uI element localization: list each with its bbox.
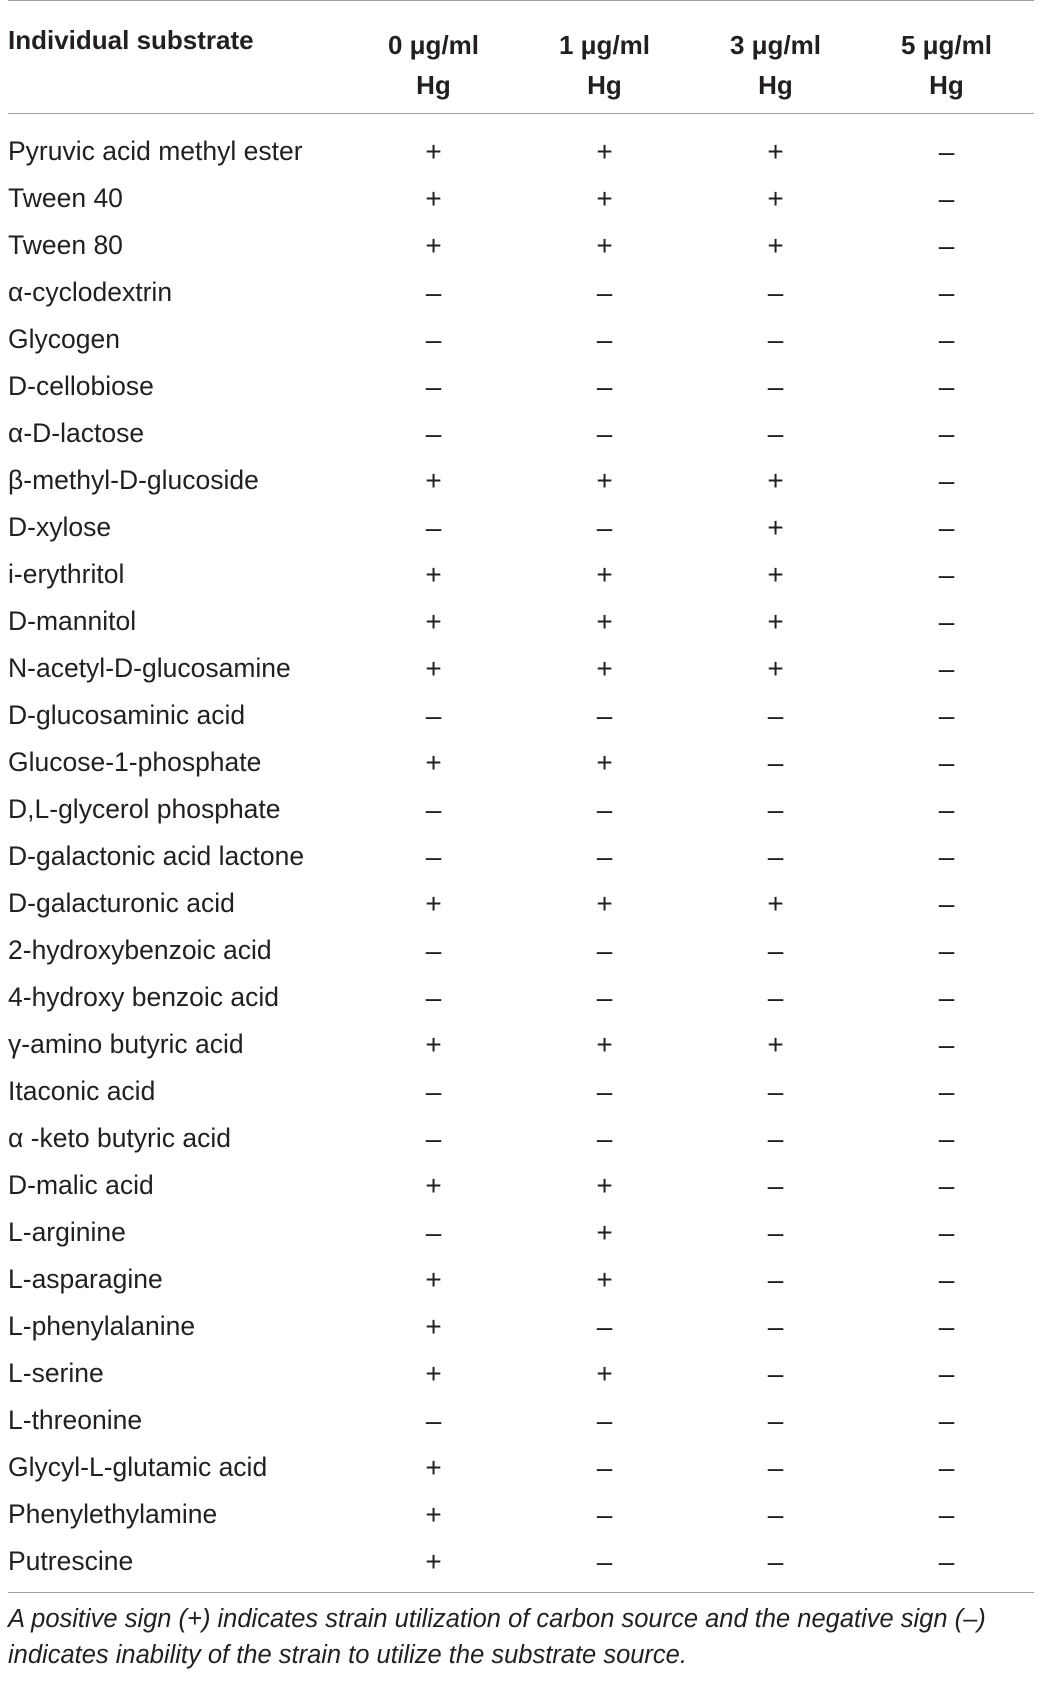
utilization-sign: – xyxy=(938,135,955,167)
utilization-sign: – xyxy=(938,793,955,825)
utilization-sign: – xyxy=(596,1451,613,1483)
utilization-sign: + xyxy=(425,887,442,919)
substrate-name: D-glucosaminic acid xyxy=(8,700,246,730)
substrate-name: i-erythritol xyxy=(8,559,125,589)
substrate-name: D-cellobiose xyxy=(8,371,154,401)
utilization-sign: – xyxy=(938,1404,955,1436)
utilization-sign: – xyxy=(938,276,955,308)
utilization-sign: – xyxy=(596,1310,613,1342)
substrate-name: D-malic acid xyxy=(8,1170,154,1200)
utilization-sign: + xyxy=(767,511,784,543)
utilization-sign: + xyxy=(425,1357,442,1389)
substrate-name: Phenylethylamine xyxy=(8,1499,218,1529)
substrate-name: α -keto butyric acid xyxy=(8,1123,231,1153)
utilization-sign: + xyxy=(425,464,442,496)
utilization-sign: – xyxy=(938,1075,955,1107)
substrate-name: Pyruvic acid methyl ester xyxy=(8,136,303,166)
substrate-name: L-asparagine xyxy=(8,1264,163,1294)
substrate-name: D,L-glycerol phosphate xyxy=(8,794,281,824)
utilization-sign: + xyxy=(596,558,613,590)
utilization-sign: – xyxy=(767,746,784,778)
utilization-sign: – xyxy=(938,887,955,919)
utilization-sign: – xyxy=(938,558,955,590)
utilization-sign: – xyxy=(938,699,955,731)
utilization-sign: – xyxy=(425,934,442,966)
utilization-sign: + xyxy=(767,652,784,684)
substrate-name: D-xylose xyxy=(8,512,112,542)
utilization-sign: + xyxy=(425,1451,442,1483)
table-row xyxy=(8,175,1034,222)
substrate-name: D-galactonic acid lactone xyxy=(8,841,305,871)
utilization-sign: + xyxy=(596,605,613,637)
table-row xyxy=(8,128,1034,175)
utilization-sign: – xyxy=(596,511,613,543)
utilization-sign: – xyxy=(596,934,613,966)
utilization-sign: – xyxy=(425,981,442,1013)
utilization-sign: – xyxy=(596,793,613,825)
table-header xyxy=(8,0,1034,114)
utilization-sign: – xyxy=(938,417,955,449)
table-row xyxy=(8,692,1034,739)
substrate-name: L-arginine xyxy=(8,1217,126,1247)
utilization-sign: + xyxy=(596,229,613,261)
utilization-sign: – xyxy=(596,1122,613,1154)
utilization-sign: – xyxy=(425,370,442,402)
utilization-sign: – xyxy=(596,417,613,449)
utilization-sign: – xyxy=(596,840,613,872)
utilization-sign: – xyxy=(767,1075,784,1107)
substrate-name: Putrescine xyxy=(8,1546,134,1576)
utilization-sign: + xyxy=(596,182,613,214)
utilization-sign: + xyxy=(425,652,442,684)
utilization-sign: – xyxy=(596,276,613,308)
table-row xyxy=(8,1256,1034,1303)
utilization-sign: – xyxy=(767,1357,784,1389)
substrate-name: Glycogen xyxy=(8,324,120,354)
table-row xyxy=(8,1068,1034,1115)
substrate-table xyxy=(8,0,1034,1669)
utilization-sign: – xyxy=(938,605,955,637)
utilization-sign: – xyxy=(938,1169,955,1201)
utilization-sign: + xyxy=(596,1028,613,1060)
utilization-sign: + xyxy=(425,1028,442,1060)
substrate-name: Tween 40 xyxy=(8,183,123,213)
utilization-sign: – xyxy=(938,840,955,872)
utilization-sign: – xyxy=(596,323,613,355)
utilization-sign: + xyxy=(596,1169,613,1201)
table-row xyxy=(8,504,1034,551)
substrate-name: N-acetyl-D-glucosamine xyxy=(8,653,291,683)
utilization-sign: + xyxy=(596,135,613,167)
utilization-sign: + xyxy=(425,1169,442,1201)
utilization-sign: – xyxy=(938,229,955,261)
utilization-sign: + xyxy=(596,1263,613,1295)
utilization-sign: + xyxy=(767,605,784,637)
substrate-name: D-mannitol xyxy=(8,606,137,636)
utilization-sign: – xyxy=(767,1498,784,1530)
substrate-name: β-methyl-D-glucoside xyxy=(8,465,259,495)
table-row xyxy=(8,222,1034,269)
substrate-name: γ-amino butyric acid xyxy=(8,1029,244,1059)
utilization-sign: – xyxy=(938,370,955,402)
substrate-name: Glucose-1-phosphate xyxy=(8,747,262,777)
utilization-sign: + xyxy=(425,1498,442,1530)
utilization-sign: – xyxy=(938,1498,955,1530)
utilization-sign: – xyxy=(938,511,955,543)
utilization-sign: + xyxy=(425,1310,442,1342)
substrate-name: L-threonine xyxy=(8,1405,143,1435)
utilization-sign: – xyxy=(938,1545,955,1577)
utilization-sign: + xyxy=(596,464,613,496)
utilization-sign: – xyxy=(767,1122,784,1154)
substrate-name: Glycyl-L-glutamic acid xyxy=(8,1452,268,1482)
utilization-sign: + xyxy=(767,182,784,214)
table-row xyxy=(8,269,1034,316)
utilization-sign: + xyxy=(425,135,442,167)
utilization-sign: – xyxy=(938,1028,955,1060)
utilization-sign: + xyxy=(425,1263,442,1295)
utilization-sign: – xyxy=(767,1216,784,1248)
utilization-sign: – xyxy=(767,840,784,872)
utilization-sign: + xyxy=(767,1028,784,1060)
header-1ug: 1 μg/ml Hg xyxy=(558,30,651,100)
table-row xyxy=(8,645,1034,692)
utilization-sign: – xyxy=(425,699,442,731)
substrate-name: 4-hydroxy benzoic acid xyxy=(8,982,280,1012)
substrate-name: α-D-lactose xyxy=(8,418,145,448)
table-row xyxy=(8,598,1034,645)
utilization-sign: + xyxy=(425,1545,442,1577)
substrate-name: 2-hydroxybenzoic acid xyxy=(8,935,272,965)
utilization-sign: – xyxy=(767,934,784,966)
table-row xyxy=(8,739,1034,786)
utilization-sign: – xyxy=(938,1263,955,1295)
table-row xyxy=(8,1021,1034,1068)
utilization-sign: + xyxy=(767,135,784,167)
utilization-sign: – xyxy=(596,1404,613,1436)
utilization-sign: + xyxy=(596,1357,613,1389)
utilization-sign: + xyxy=(596,746,613,778)
table-row xyxy=(8,363,1034,410)
utilization-sign: – xyxy=(938,1122,955,1154)
utilization-sign: – xyxy=(938,1451,955,1483)
utilization-sign: – xyxy=(938,981,955,1013)
utilization-sign: + xyxy=(767,464,784,496)
utilization-sign: – xyxy=(425,1075,442,1107)
utilization-sign: + xyxy=(596,1216,613,1248)
table-row xyxy=(8,927,1034,974)
utilization-sign: – xyxy=(767,793,784,825)
utilization-sign: – xyxy=(596,981,613,1013)
table-row xyxy=(8,1538,1034,1585)
table-row xyxy=(8,1444,1034,1491)
utilization-sign: + xyxy=(425,558,442,590)
utilization-sign: – xyxy=(767,1545,784,1577)
utilization-sign: – xyxy=(767,1404,784,1436)
table-body xyxy=(8,114,1034,1585)
utilization-sign: – xyxy=(425,511,442,543)
table-row xyxy=(8,316,1034,363)
table-row xyxy=(8,1397,1034,1444)
utilization-sign: – xyxy=(425,323,442,355)
utilization-sign: – xyxy=(425,1122,442,1154)
table-row xyxy=(8,786,1034,833)
utilization-sign: – xyxy=(767,1169,784,1201)
utilization-sign: + xyxy=(767,229,784,261)
utilization-sign: – xyxy=(938,464,955,496)
substrate-name: L-serine xyxy=(8,1358,104,1388)
table-row xyxy=(8,1115,1034,1162)
utilization-sign: – xyxy=(425,276,442,308)
utilization-sign: – xyxy=(596,1498,613,1530)
utilization-sign: + xyxy=(596,652,613,684)
substrate-name: Tween 80 xyxy=(8,230,123,260)
footnote: A positive sign (+) indicates strain utilization of carbon source and the negative sign (–) indicates inability of the strain to utilize the substrate source. xyxy=(8,1592,1034,1673)
utilization-sign: + xyxy=(596,887,613,919)
table-row xyxy=(8,974,1034,1021)
header-0ug: 0 μg/ml Hg xyxy=(387,30,480,100)
table-row xyxy=(8,551,1034,598)
utilization-sign: – xyxy=(938,182,955,214)
utilization-sign: – xyxy=(767,981,784,1013)
utilization-sign: – xyxy=(596,1545,613,1577)
utilization-sign: + xyxy=(767,887,784,919)
table-row xyxy=(8,1209,1034,1256)
table-row xyxy=(8,880,1034,927)
utilization-sign: – xyxy=(425,1216,442,1248)
substrate-name: L-phenylalanine xyxy=(8,1311,196,1341)
table-row xyxy=(8,833,1034,880)
utilization-sign: – xyxy=(767,323,784,355)
utilization-sign: – xyxy=(938,1310,955,1342)
table-row xyxy=(8,410,1034,457)
utilization-sign: + xyxy=(425,746,442,778)
header-3ug: 3 μg/ml Hg xyxy=(729,30,822,100)
substrate-name: Itaconic acid xyxy=(8,1076,156,1106)
substrate-name: α-cyclodextrin xyxy=(8,277,173,307)
utilization-sign: – xyxy=(767,276,784,308)
utilization-sign: – xyxy=(767,370,784,402)
utilization-sign: – xyxy=(938,652,955,684)
utilization-sign: + xyxy=(767,558,784,590)
utilization-sign: – xyxy=(767,699,784,731)
header-substrate: Individual substrate xyxy=(8,25,254,55)
utilization-sign: + xyxy=(425,605,442,637)
table-row xyxy=(8,1162,1034,1209)
utilization-sign: – xyxy=(596,370,613,402)
utilization-sign: – xyxy=(767,1263,784,1295)
table-row xyxy=(8,457,1034,504)
utilization-sign: – xyxy=(938,1216,955,1248)
utilization-sign: – xyxy=(767,417,784,449)
utilization-sign: – xyxy=(425,793,442,825)
utilization-sign: – xyxy=(425,840,442,872)
table-row xyxy=(8,1491,1034,1538)
table-row xyxy=(8,1303,1034,1350)
utilization-sign: – xyxy=(596,699,613,731)
utilization-sign: + xyxy=(425,182,442,214)
header-5ug: 5 μg/ml Hg xyxy=(900,30,993,100)
utilization-sign: – xyxy=(596,1075,613,1107)
utilization-sign: – xyxy=(767,1451,784,1483)
utilization-sign: – xyxy=(767,1310,784,1342)
utilization-sign: – xyxy=(938,1357,955,1389)
utilization-sign: – xyxy=(938,934,955,966)
utilization-sign: – xyxy=(425,417,442,449)
utilization-sign: – xyxy=(425,1404,442,1436)
utilization-sign: – xyxy=(938,323,955,355)
substrate-name: D-galacturonic acid xyxy=(8,888,235,918)
table-row xyxy=(8,1350,1034,1397)
utilization-sign: + xyxy=(425,229,442,261)
utilization-sign: – xyxy=(938,746,955,778)
